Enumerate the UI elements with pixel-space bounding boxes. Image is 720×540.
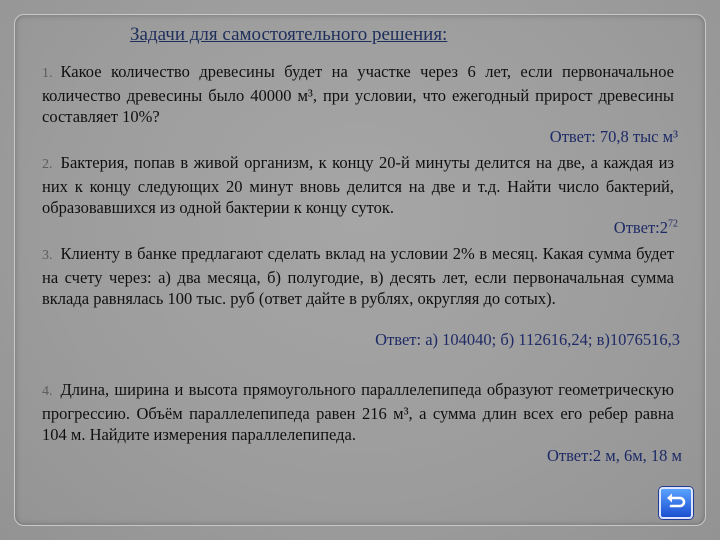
problem-2 [42,152,674,219]
answer-2 [614,218,678,238]
problem-text: Какое количество древесины будет на участке через 6 лет, если первоначальное количество древесины было 40000 м³, при условии, что ежегодный прирост древесины составляет 10%? [42,62,674,126]
answer-3: Ответ: а) 104040; б) 112616,24; в)1076516,3 [375,330,680,349]
answer-1: Ответ: 70,8 тыс м³ [549,127,678,146]
problem-text: Бактерия, попав в живой организм, к концу 20-й минуты делится на две, а каждая из них к концу следующих 20 минут вновь делится на две и т.д. Найти число бактерий, образовавшихся из одной бактерии к концу суток. [42,153,674,217]
problem-number: 1. [42,66,53,81]
answer-4: Ответ:2 м, 6м, 18 м [546,446,682,465]
problem-4 [42,379,674,446]
problem-1 [42,61,674,128]
problem-number: 2. [42,157,53,172]
answer-exponent: 72 [668,218,678,230]
problem-text: Длина, ширина и высота прямоугольного параллелепипеда образуют геометрическую прогрессию. Объём параллелепипеда равен 216 м³, а сумма длин всех его ребер равна 104 м. Найдите измерения параллелепипеда. [42,380,674,444]
problem-number: 3. [42,248,53,263]
problem-3 [42,243,674,310]
page-title: Задачи для самостоятельного решения: [130,24,448,45]
return-arrow-icon [665,492,687,512]
problem-text: Клиенту в банке предлагают сделать вклад на условии 2% в месяц. Какая сумма будет на счету через: а) два месяца, б) полугодие, в) десять лет, если первоначальная сумма вклада равнялась 100 тыс. руб (ответ дайте в рублях, округляя до сотых). [42,244,674,308]
answer-base: Ответ:2 [613,218,668,237]
back-button[interactable] [659,487,693,519]
problem-number: 4. [42,384,53,399]
